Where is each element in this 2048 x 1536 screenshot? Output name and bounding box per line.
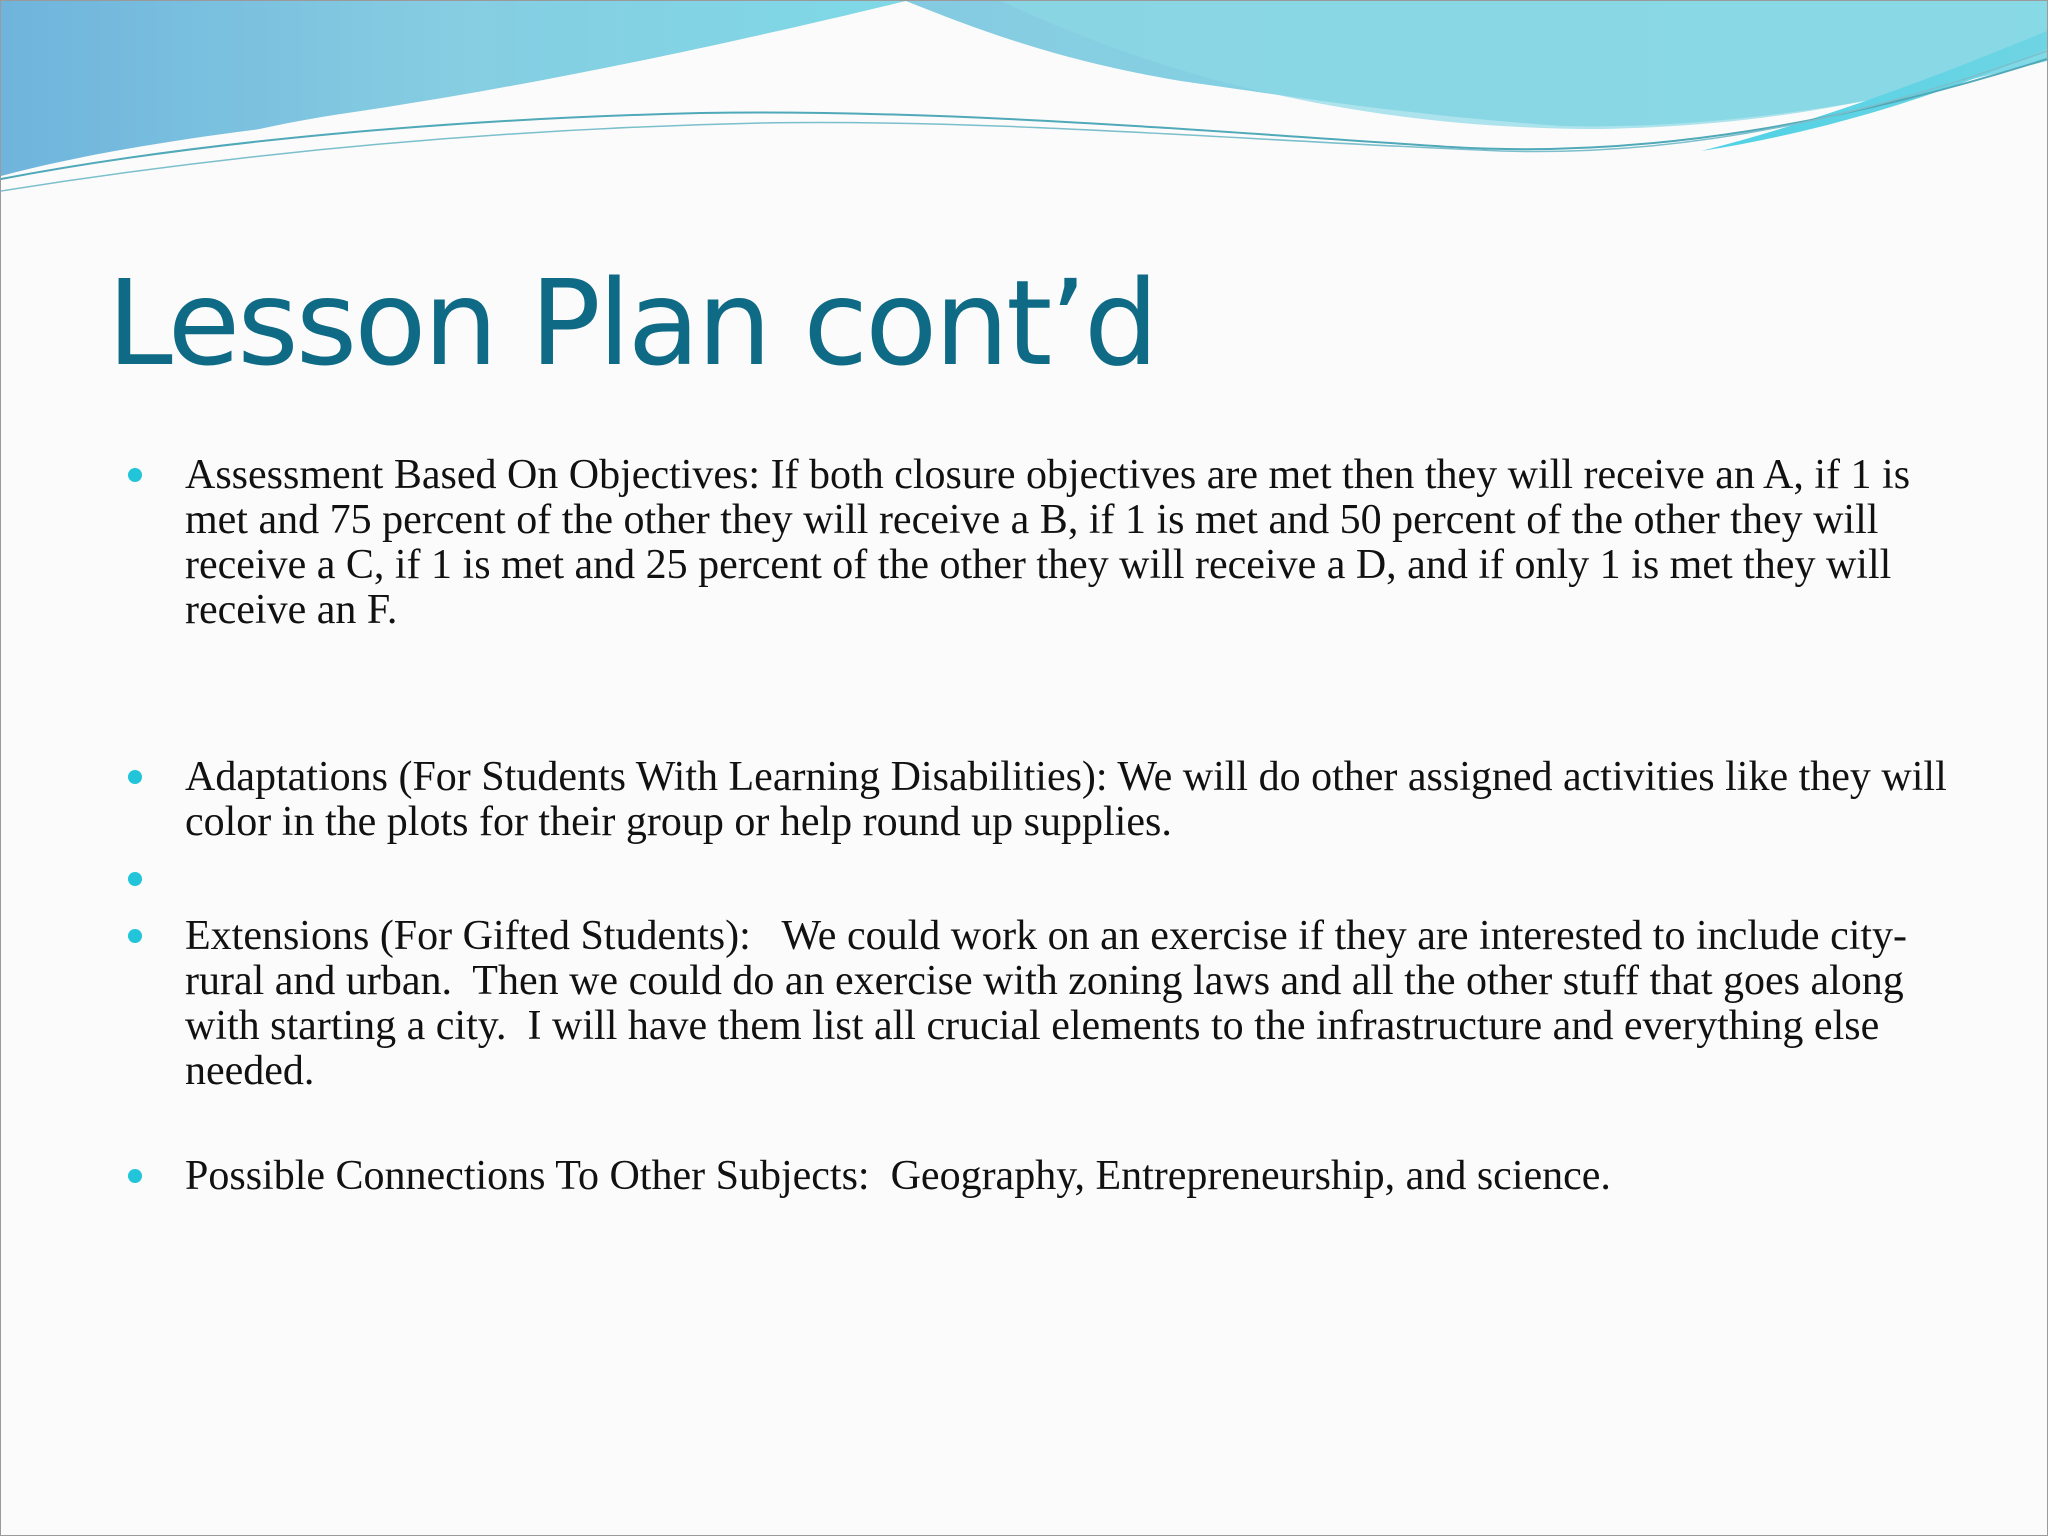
- bullet-dot-icon: [128, 770, 142, 784]
- bullet-connections: [121, 1154, 1951, 1199]
- slide-title: Lesson Plan cont’d: [107, 254, 1156, 392]
- bullet-adaptations: [121, 754, 1958, 845]
- bullet-list: [121, 452, 1958, 1199]
- bullet-empty: [121, 857, 1951, 902]
- bullet-text: Adaptations (For Students With Learning Disabilities): We will do other assigned activities like they will color in the plots for their group or help round up supplies.: [185, 754, 1958, 845]
- bullet-dot-icon: [128, 1169, 142, 1183]
- bullet-dot-icon: [128, 872, 142, 886]
- wave-decoration: [1, 1, 2047, 241]
- bullet-extensions: [121, 914, 1951, 1094]
- bullet-assessment: [121, 453, 1951, 633]
- bullet-dot-icon: [128, 929, 142, 943]
- bullet-text: Possible Connections To Other Subjects: Geography, Entrepreneurship, and science.: [185, 1153, 1611, 1199]
- bullet-dot-icon: [128, 468, 142, 482]
- bullet-text: Assessment Based On Objectives: If both closure objectives are met then they will receive an A, if 1 is met and 75 percent of the other they will receive a B, if 1 is met and 50 percent of the other they will receive a C, if 1 is met and 25 percent of the other they will receive a D, and if only 1 is met they will receive an F.: [185, 452, 1921, 633]
- bullet-text: Extensions (For Gifted Students): We could work on an exercise if they are interested to include city-rural and urban. Then we could do an exercise with zoning laws and all the other stuff that goes along with starting a city. I will have them list all crucial elements to the infrastructure and everything else needed.: [185, 913, 1915, 1094]
